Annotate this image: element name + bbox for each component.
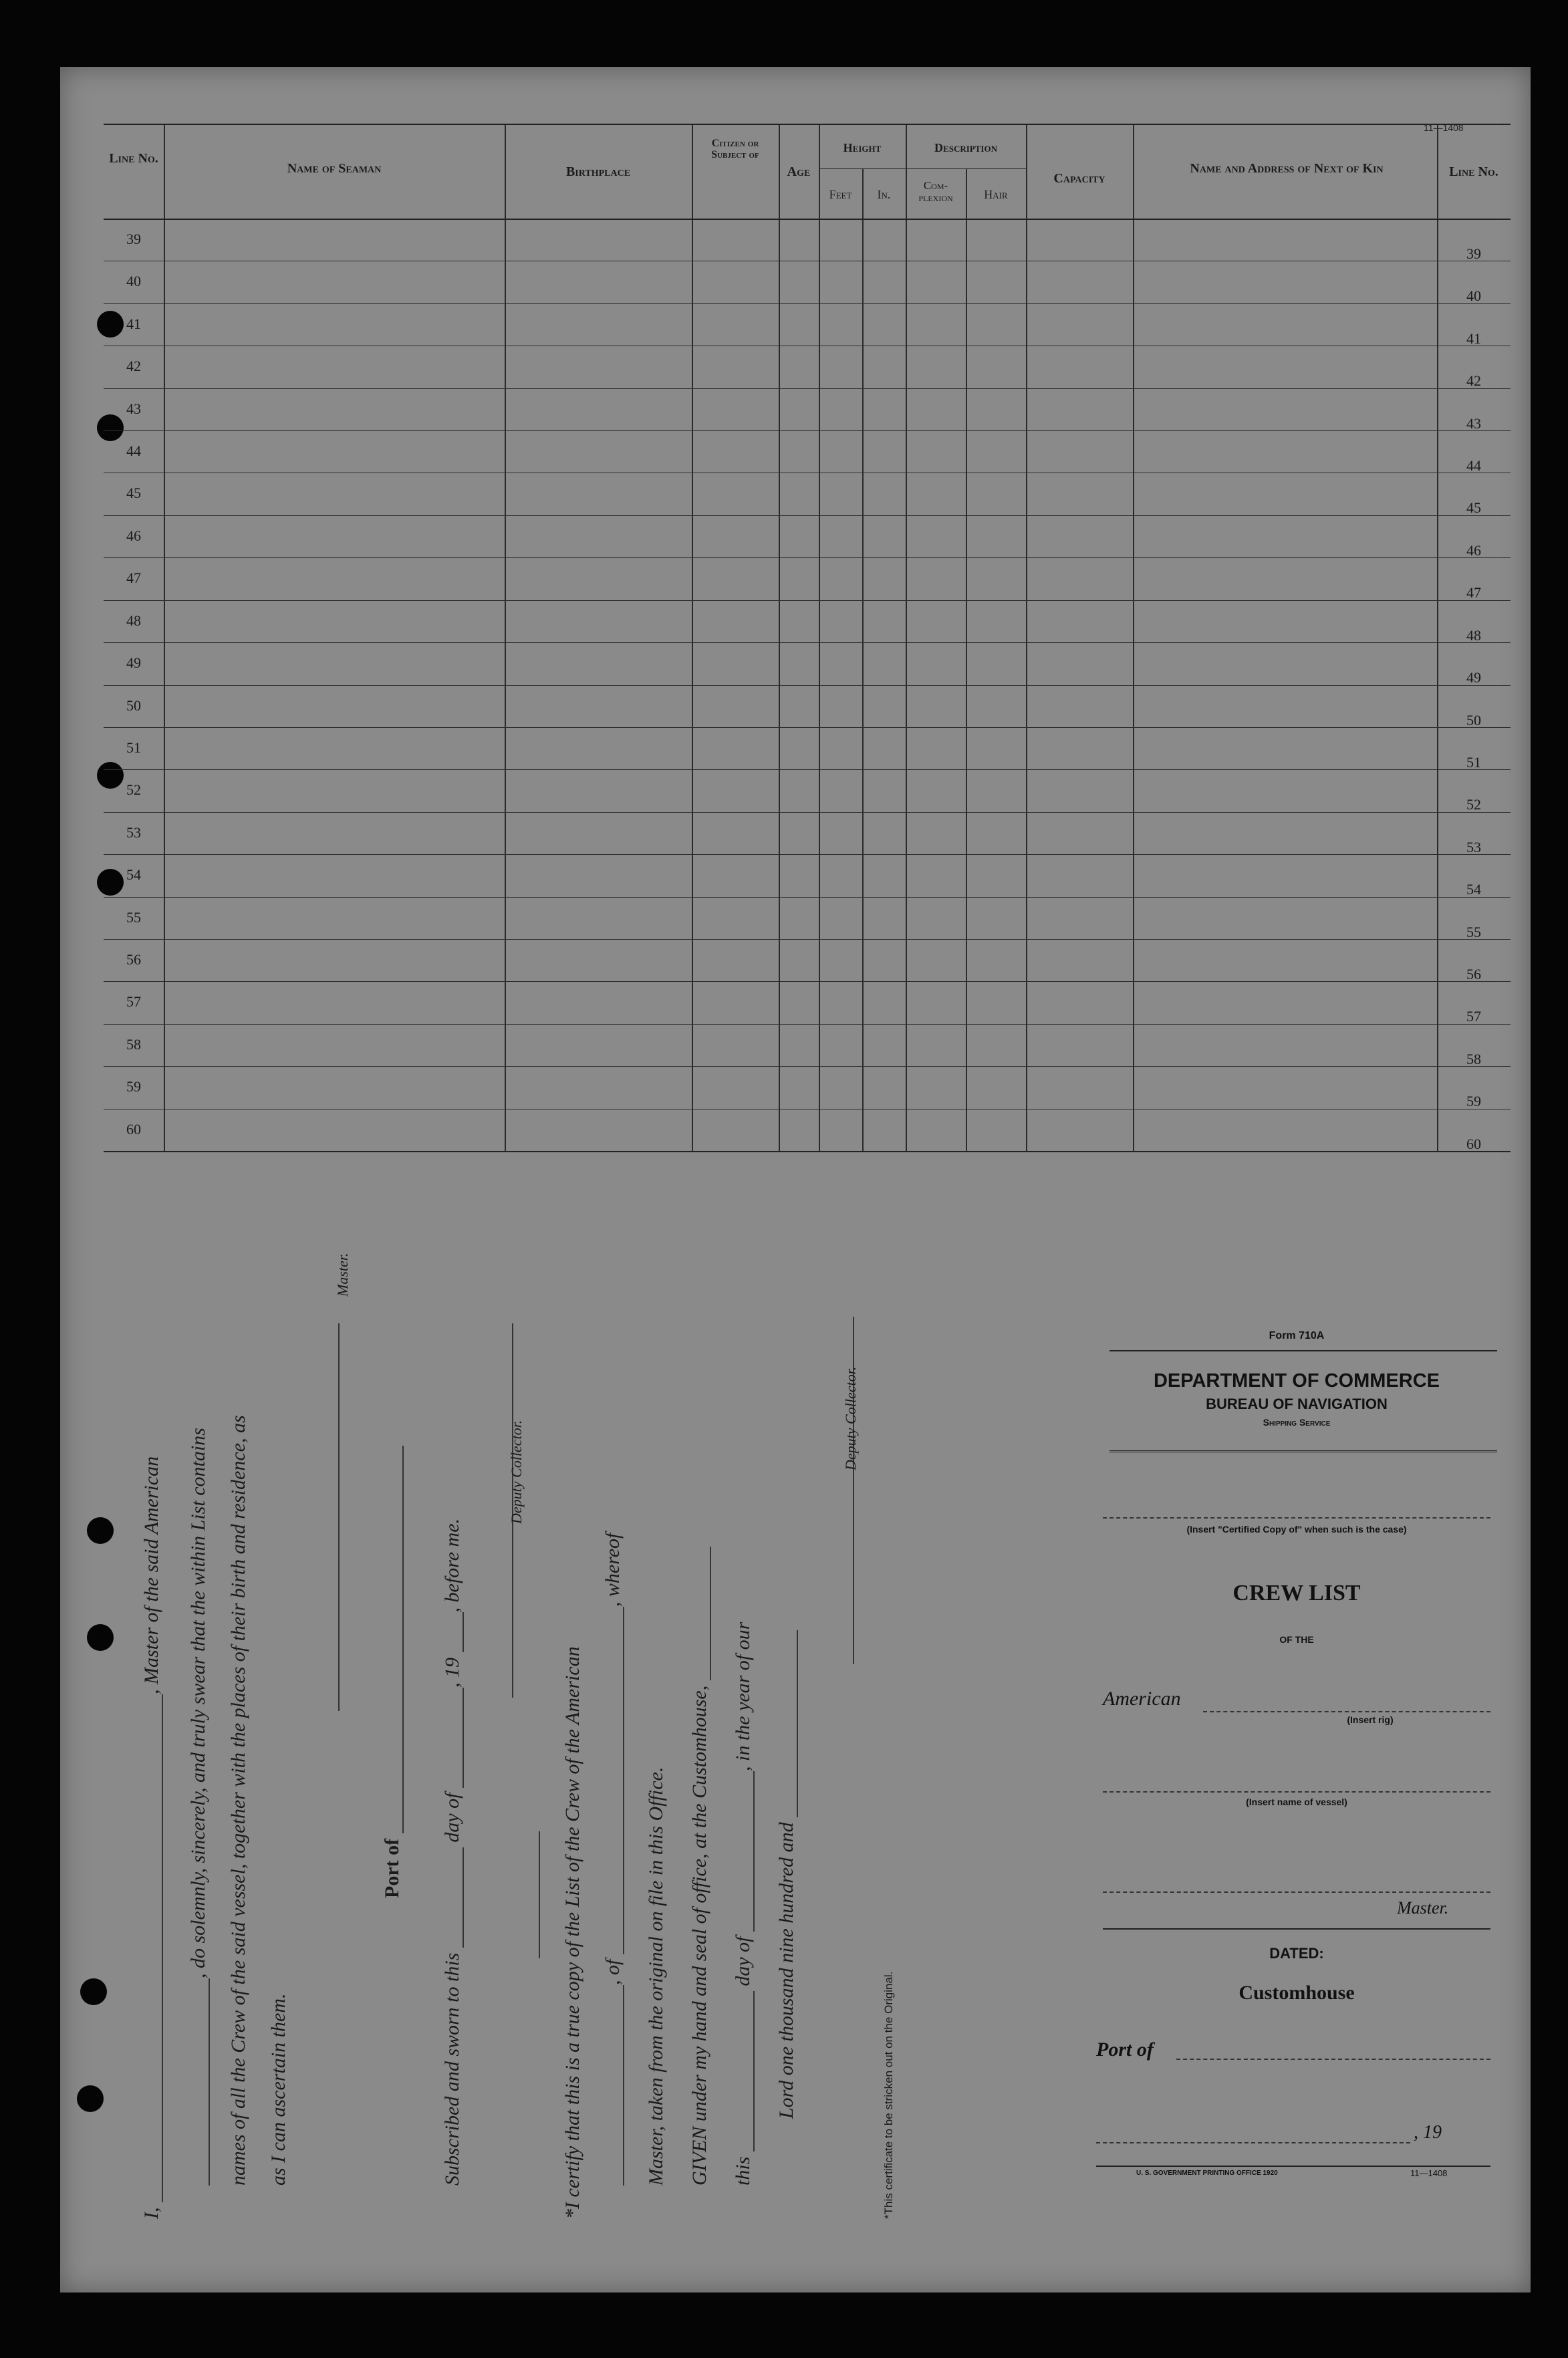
row-divider [104,812,1511,813]
punch-hole [77,2085,104,2112]
bureau-title: BUREAU OF NAVIGATION [1206,1396,1388,1412]
header-capacity: Capacity [1053,171,1105,186]
row-number-right: 42 [1466,372,1481,390]
row-number-right: 58 [1466,1050,1481,1067]
subscribed-line: Subscribed and sworn to this day of , 19 , before me. [441,1518,463,2186]
this-day-line: this day of , in the year of our [732,1621,754,2186]
row-number-left: 57 [126,993,141,1011]
row-divider [104,515,1511,516]
form-code-top: 11—1408 [1424,122,1464,133]
row-number-right: 59 [1466,1093,1481,1110]
row-divider [104,303,1511,304]
row-number-left: 50 [126,696,141,714]
row-number-right: 41 [1466,330,1481,347]
master-signature-line [321,1323,340,1711]
punch-hole [87,1624,114,1651]
certify-line-2: , of , whereof [602,1533,624,2186]
deputy-collector-2: Deputy Collector. [842,1366,859,1470]
header-hair: Hair [984,188,1008,201]
certified-note: (Insert "Certified Copy of" when such is the case) [1186,1524,1407,1535]
of-the: OF THE [1279,1634,1314,1645]
row-number-left: 51 [126,739,141,756]
row-divider [104,727,1511,728]
master-cover-label: Master. [1397,1898,1449,1918]
row-divider [104,557,1511,558]
header-citizen: Citizen or Subject of [711,138,759,160]
form-number: Form 710A [1269,1330,1325,1341]
header-complexion: Com-plexion [918,179,953,204]
row-number-left: 41 [126,315,141,332]
header-line-no-right: Line No. [1449,164,1498,179]
oath-line-4: as I can ascertain them. [267,1993,289,2186]
row-number-left: 48 [126,612,141,629]
separator-rule [521,1831,540,1958]
row-number-right: 53 [1466,838,1481,856]
oath-section [134,1253,1003,2232]
row-number-left: 43 [126,400,141,417]
row-number-right: 57 [1466,1008,1481,1025]
header-height: Height [843,141,882,154]
department-title: DEPARTMENT OF COMMERCE [1153,1370,1440,1392]
cover-panel [1096,1323,1497,2186]
lord-line: Lord one thousand nine hundred and [775,1630,798,2119]
blank-master-name [144,1694,163,2202]
deputy-collector-1: Deputy Collector. [508,1420,525,1524]
port-of: Port of [381,1446,404,1898]
year-cover: , 19 [1414,2122,1442,2143]
oath-line-2: , do solemnly, sincerely, and truly swear that the within List contains [187,1428,210,2186]
oath-line-3: names of all the Crew of the said vessel, together with the places of their birth and residence, as [227,1415,249,2186]
row-number-left: 45 [126,485,141,502]
row-number-right: 48 [1466,626,1481,644]
service-title: Shipping Service [1263,1417,1331,1428]
row-divider [104,897,1511,898]
row-number-right: 55 [1466,923,1481,940]
row-number-left: 53 [126,823,141,841]
header-name-of-seaman: Name of Seaman [287,161,382,176]
row-number-right: 56 [1466,965,1481,982]
row-number-right: 46 [1466,541,1481,559]
row-divider [104,388,1511,389]
row-number-left: 42 [126,358,141,375]
port-of-cover: Port of [1096,2039,1154,2061]
dated-label: DATED: [1269,1945,1324,1962]
row-number-right: 52 [1466,796,1481,813]
row-number-left: 58 [126,1035,141,1053]
row-number-left: 52 [126,781,141,799]
row-divider [104,685,1511,686]
row-number-left: 49 [126,654,141,672]
row-number-left: 39 [126,231,141,247]
footnote: *This certificate to be stricken out on the Original. [882,1971,895,2219]
row-number-left: 60 [126,1120,141,1138]
header-inches: In. [877,188,891,201]
row-number-right: 47 [1466,584,1481,602]
punch-hole [80,1978,107,2005]
row-divider [104,981,1511,982]
row-divider [104,939,1511,940]
certify-line: *I certify that this is a true copy of the List of the Crew of the American [561,1646,583,2219]
row-number-left: 47 [126,569,141,587]
row-divider [104,1024,1511,1025]
crew-table [104,124,1511,1152]
row-number-right: 54 [1466,881,1481,898]
row-number-right: 40 [1466,287,1481,305]
insert-vessel: (Insert name of vessel) [1246,1797,1347,1807]
row-divider [104,854,1511,855]
row-number-right: 50 [1466,711,1481,729]
row-number-left: 46 [126,527,141,544]
header-birthplace: Birthplace [565,164,631,179]
row-divider [104,600,1511,601]
oath-line-1: I, , Master of the said American [140,1456,162,2219]
row-number-right: 45 [1466,499,1481,517]
header-description: Description [934,141,997,154]
row-number-left: 44 [126,442,141,460]
row-divider [104,430,1511,431]
header-feet: Feet [829,188,852,201]
row-number-left: 40 [126,273,141,290]
blank-vessel-name [191,1978,210,2186]
row-number-left: 56 [126,950,141,968]
header-age: Age [787,164,811,179]
cover-code: 11—1408 [1410,2168,1448,2178]
customhouse-label: Customhouse [1238,1982,1355,2004]
insert-rig: (Insert rig) [1347,1714,1394,1725]
row-number-right: 51 [1466,753,1481,771]
crew-list-title: CREW LIST [1232,1581,1361,1605]
row-number-right: 39 [1466,245,1481,262]
row-divider [104,769,1511,770]
given-line: GIVEN under my hand and seal of office, at the Customhouse, [688,1547,711,2186]
row-divider [104,642,1511,643]
row-number-right: 44 [1466,457,1481,475]
row-number-right: 60 [1466,1135,1481,1152]
row-number-right: 49 [1466,669,1481,686]
master-label: Master. [334,1253,351,1297]
master-taken-line: Master, taken from the original on file in this Office. [645,1766,667,2186]
header-line-no: Line No. [109,151,158,166]
header-next-of-kin: Name and Address of Next of Kin [1190,161,1384,176]
printer-imprint: U. S. GOVERNMENT PRINTING OFFICE 1920 [1136,2170,1278,2177]
row-number-left: 55 [126,908,141,926]
row-divider [104,1066,1511,1067]
row-number-left: 54 [126,866,141,884]
row-number-left: 59 [126,1078,141,1095]
american-label: American [1103,1688,1181,1710]
row-number-right: 43 [1466,414,1481,432]
punch-hole [87,1517,114,1544]
